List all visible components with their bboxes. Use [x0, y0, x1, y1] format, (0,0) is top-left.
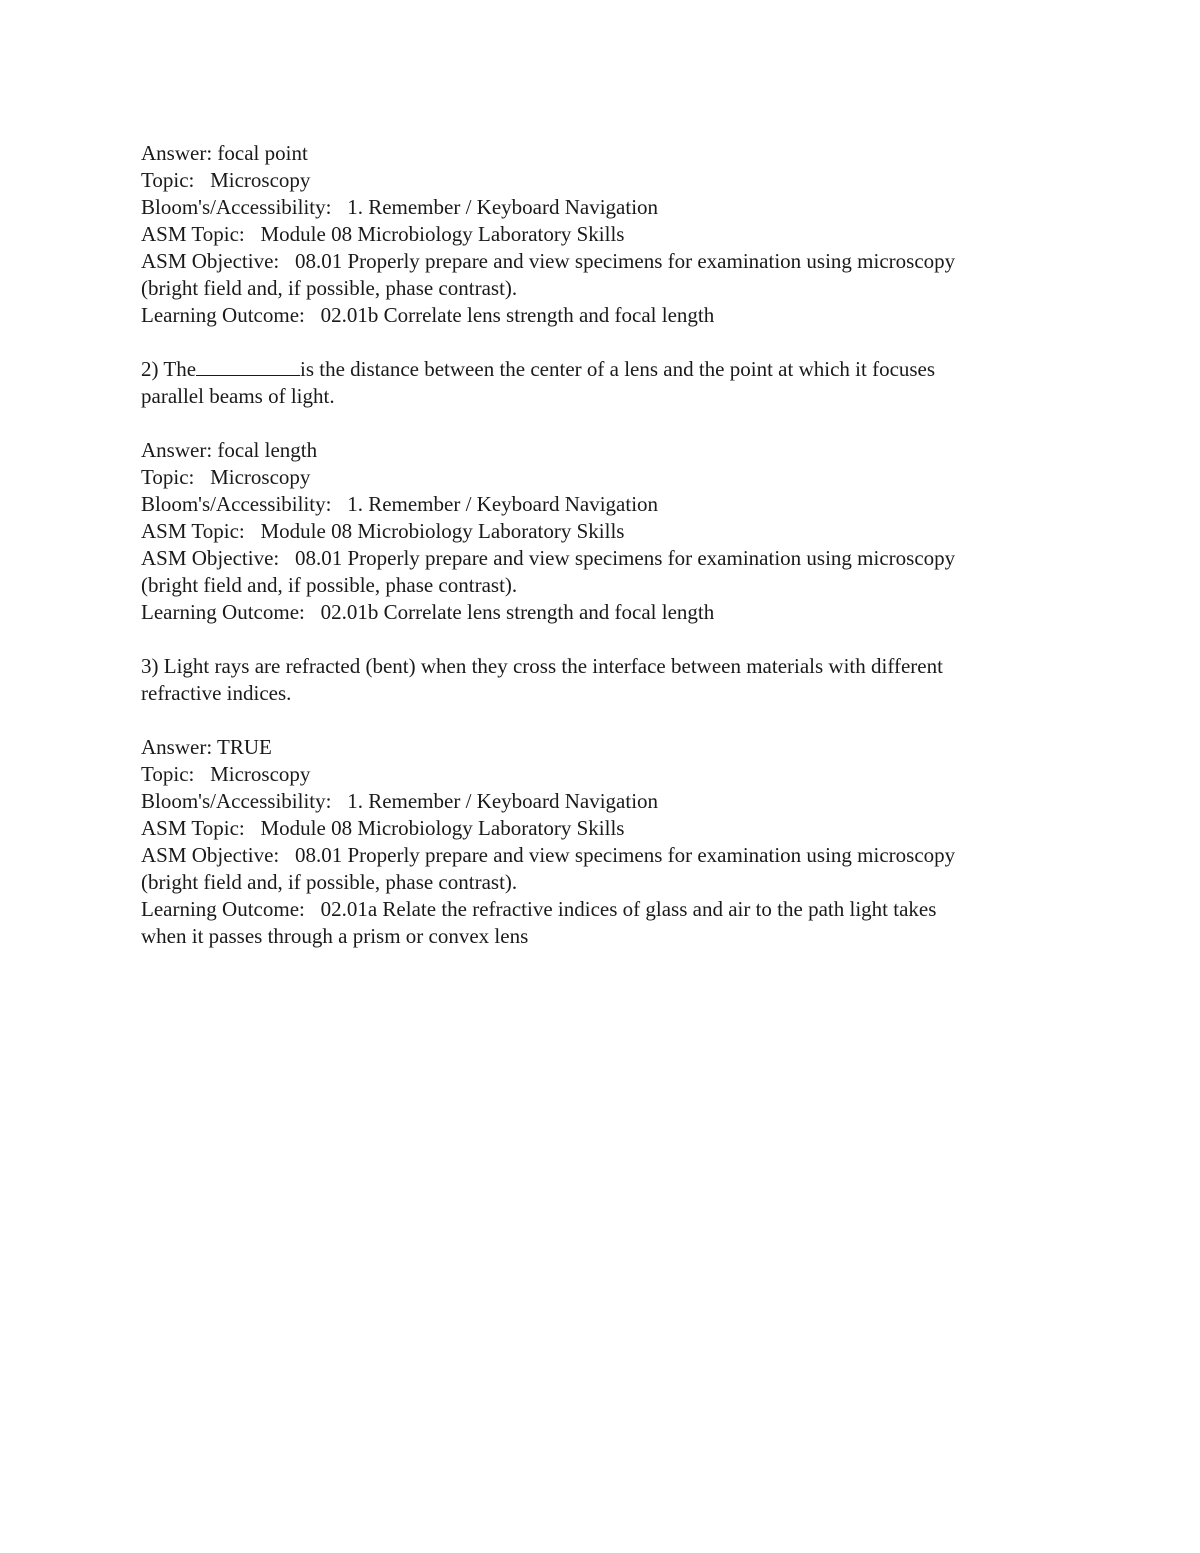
asm-topic-line: ASM Topic: Module 08 Microbiology Laboratory Skills	[141, 816, 625, 840]
spacer	[141, 707, 1071, 734]
blooms-line: Bloom's/Accessibility: 1. Remember / Keyboard Navigation	[141, 492, 659, 516]
topic-line: Topic: Microscopy	[141, 168, 311, 192]
blooms-line: Bloom's/Accessibility: 1. Remember / Keyboard Navigation	[141, 789, 659, 813]
answer-block-1	[141, 140, 1071, 329]
topic-line: Topic: Microscopy	[141, 465, 311, 489]
document-page	[141, 140, 1071, 950]
answer-line: Answer: focal length	[141, 438, 318, 462]
question-3	[141, 653, 1071, 707]
question-line: 3) Light rays are refracted (bent) when they cross the interface between materials with different	[141, 654, 943, 678]
asm-objective-line: ASM Objective: 08.01 Properly prepare and view specimens for examination using microscopy	[141, 546, 956, 570]
spacer	[141, 329, 1071, 356]
question-prefix: 2) The	[141, 357, 197, 381]
answer-block-2	[141, 437, 1071, 626]
fill-in-blank	[196, 357, 300, 376]
question-line	[141, 356, 1071, 383]
question-2	[141, 356, 1071, 410]
spacer	[141, 410, 1071, 437]
answer-line: Answer: focal point	[141, 141, 308, 165]
asm-topic-line: ASM Topic: Module 08 Microbiology Laboratory Skills	[141, 519, 625, 543]
learning-outcome-line: Learning Outcome: 02.01b Correlate lens strength and focal length	[141, 303, 715, 327]
question-line-continued: refractive indices.	[141, 681, 292, 705]
topic-line: Topic: Microscopy	[141, 762, 311, 786]
asm-objective-line-continued: (bright field and, if possible, phase contrast).	[141, 870, 518, 894]
question-suffix: is the distance between the center of a lens and the point at which it focuses	[300, 357, 936, 381]
answer-block-3	[141, 734, 1071, 950]
learning-outcome-line-continued: when it passes through a prism or convex lens	[141, 924, 529, 948]
learning-outcome-line: Learning Outcome: 02.01a Relate the refractive indices of glass and air to the path light takes	[141, 897, 937, 921]
asm-objective-line: ASM Objective: 08.01 Properly prepare and view specimens for examination using microscopy	[141, 249, 956, 273]
learning-outcome-line: Learning Outcome: 02.01b Correlate lens strength and focal length	[141, 600, 715, 624]
asm-objective-line-continued: (bright field and, if possible, phase contrast).	[141, 573, 518, 597]
answer-line: Answer: TRUE	[141, 735, 272, 759]
spacer	[141, 626, 1071, 653]
blooms-line: Bloom's/Accessibility: 1. Remember / Keyboard Navigation	[141, 195, 659, 219]
asm-objective-line: ASM Objective: 08.01 Properly prepare and view specimens for examination using microscopy	[141, 843, 956, 867]
question-line-continued: parallel beams of light.	[141, 384, 335, 408]
asm-topic-line: ASM Topic: Module 08 Microbiology Laboratory Skills	[141, 222, 625, 246]
asm-objective-line-continued: (bright field and, if possible, phase contrast).	[141, 276, 518, 300]
